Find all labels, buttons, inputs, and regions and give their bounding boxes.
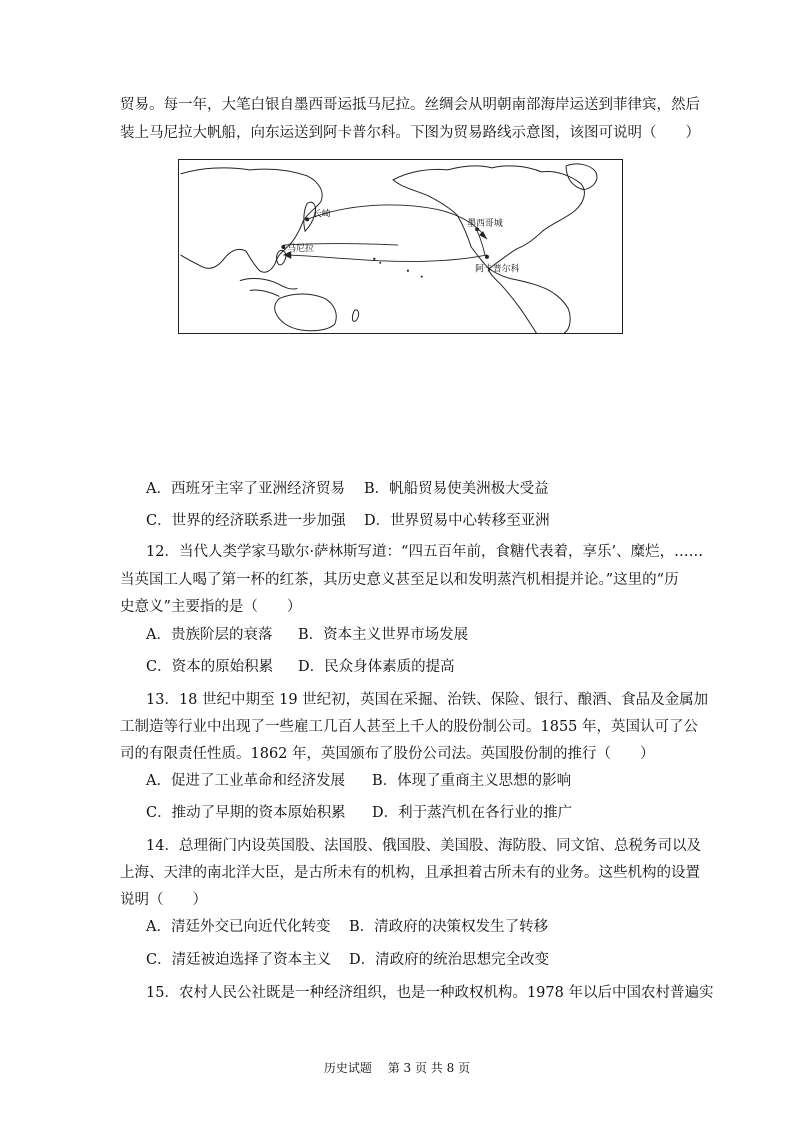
q12-stem-line-3: 史意义”主要指的是（ ）	[120, 599, 302, 615]
q11-option-b[interactable]: B．帆船贸易使美洲极大受益	[364, 481, 549, 497]
q11-option-row-2	[146, 511, 550, 531]
label-acapulco: 阿卡普尔科	[475, 264, 520, 275]
q14-option-b[interactable]: B．清政府的决策权发生了转移	[349, 919, 549, 935]
q12-option-d[interactable]: D．民众身体素质的提高	[298, 659, 455, 675]
intro-line-2: 装上马尼拉大帆船，向东运送到阿卡普尔科。下图为贸易路线示意图，该图可说明（ ）	[120, 125, 700, 141]
q14-option-row-1	[146, 917, 548, 937]
label-nagasaki: 长崎	[313, 209, 331, 220]
label-mexico-city: 墨西哥城	[467, 219, 503, 230]
q13-option-b[interactable]: B．体现了重商主义思想的影响	[372, 773, 572, 789]
q14-option-c[interactable]: C．清廷被迫选择了资本主义	[146, 952, 332, 968]
q11-option-c[interactable]: C．世界的经济联系进一步加强	[146, 513, 346, 529]
q13-stem-line-2: 工制造等行业中出现了一些雇工几百人甚至上千人的股份制公司。1855 年，英国认可了公	[120, 719, 699, 735]
q12-option-a[interactable]: A．贵族阶层的衰落	[146, 627, 273, 643]
q12-option-row-2	[146, 657, 455, 677]
q12-option-b[interactable]: B．资本主义世界市场发展	[298, 627, 469, 643]
trade-route-map	[178, 159, 623, 334]
landmass-asia	[181, 168, 323, 272]
q13-stem-line-3: 司的有限责任性质。1862 年，英国颁布了股份公司法。英国股份制的推行（ ）	[120, 746, 655, 762]
q11-option-a[interactable]: A．西班牙主宰了亚洲经济贸易	[146, 481, 345, 497]
q13-option-row-1	[146, 771, 571, 791]
q13-option-c[interactable]: C．推动了早期的资本原始积累	[146, 805, 346, 821]
map-svg	[179, 160, 622, 333]
q13-stem-line-1: 13．18 世纪中期至 19 世纪初，英国在采掘、治铁、保险、银行、酿酒、食品及金属加	[146, 692, 709, 708]
q14-option-row-2	[146, 950, 549, 970]
page-footer: 历史试题 第 3 页 共 8 页	[323, 1061, 471, 1075]
q12-stem-line-2: 当英国工人喝了第一杯的红茶，其历史意义甚至足以和发明蒸汽机相提并论。”这里的“历	[120, 572, 679, 588]
landmass-north-america	[393, 166, 584, 269]
label-manila: 马尼拉	[287, 243, 314, 254]
q13-option-d[interactable]: D．利于蒸汽机在各行业的推广	[372, 805, 573, 821]
landmass-australia	[275, 294, 337, 331]
route-eastbound	[307, 205, 487, 239]
q13-option-a[interactable]: A．促进了工业革命和经济发展	[146, 773, 345, 789]
q12-option-c[interactable]: C．资本的原始积累	[146, 659, 274, 675]
q12-option-row-1	[146, 625, 468, 645]
q14-stem-line-1: 14．总理衙门内设英国股、法国股、俄国股、美国股、海防股、同文馆、总税务司以及	[146, 838, 701, 854]
q14-option-d[interactable]: D．清政府的统治思想完全改变	[349, 952, 550, 968]
q15-stem-line-1: 15．农村人民公社既是一种经济组织，也是一种政权机构。1978 年以后中国农村普遍实	[146, 985, 714, 1001]
q13-option-row-2	[146, 803, 572, 823]
q11-option-d[interactable]: D．世界贸易中心转移至亚洲	[364, 513, 550, 529]
q12-stem-line-1: 12．当代人类学家马歇尔·萨林斯写道：“四五百年前，食糖代表着，享乐’、糜烂，……	[146, 544, 704, 560]
q11-option-row-1	[146, 479, 549, 499]
q14-option-a[interactable]: A．清廷外交已向近代化转变	[146, 919, 331, 935]
landmass-south-america	[489, 269, 570, 333]
route-westbound	[283, 255, 487, 262]
q14-stem-line-2: 上海、天津的南北洋大臣，是古所未有的机构，且承担着古所未有的业务。这些机构的设置	[120, 865, 700, 881]
landmass-new-zealand	[352, 310, 358, 322]
q14-stem-line-3: 说明（ ）	[120, 892, 207, 908]
landmass-indonesia	[240, 278, 297, 296]
intro-line-1: 贸易。每一年，大笔白银自墨西哥运抵马尼拉。丝绸会从明朝南部海岸运送到菲律宾，然后	[120, 97, 700, 113]
